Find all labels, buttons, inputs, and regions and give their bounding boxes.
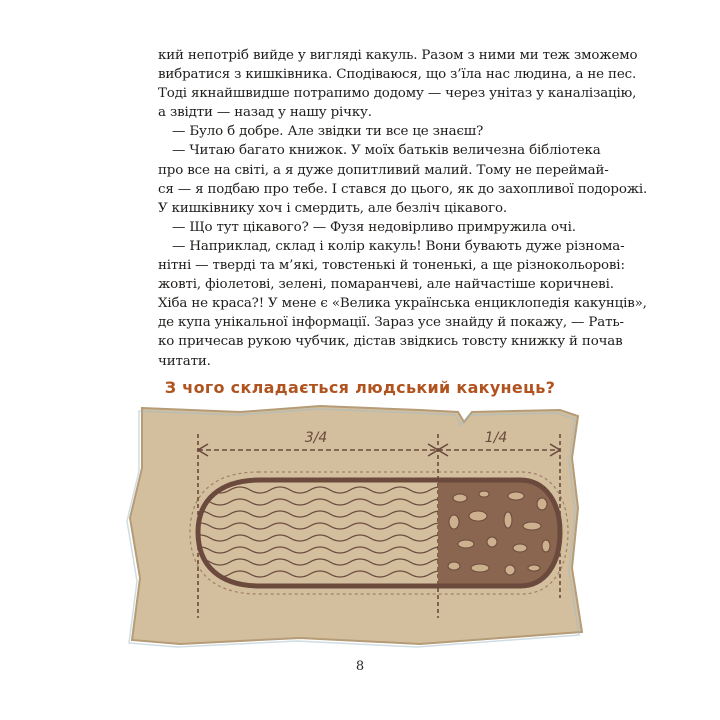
text-line: нітні — тверді та м’які, товстенькі й тоненькі, а ще різнокольорові: (158, 258, 625, 274)
text-line: Хіба не краса?! У мене є «Велика українська енциклопедія какунців», (158, 296, 647, 312)
text-line: — Наприклад, склад і колір какуль! Вони бувають дуже різнома- (172, 238, 625, 254)
text-line: де купа унікальної інформації. Зараз усе знайду й покажу, — Рать- (158, 315, 624, 331)
text-line: жовті, фіолетові, зелені, помаранчеві, але найчастіше коричневі. (158, 277, 614, 293)
one-quarter-label: 1/4 (484, 430, 508, 446)
text-line: Тоді якнайшвидше потрапимо додому — через унітаз у каналізацію, (158, 86, 637, 102)
page-number: 8 (355, 659, 365, 674)
section-heading: З чого складається людський какунець? (164, 378, 556, 397)
text-line: — Що тут цікавого? — Фузя недовірливо примружила очі. (172, 219, 576, 235)
text-line: кий непотріб вийде у вигляді какуль. Разом з ними ми теж зможемо (158, 48, 638, 63)
text-line: читати. (158, 353, 211, 369)
text-line: У кишківнику хоч і смердить, але безліч цікавого. (158, 200, 507, 216)
text-line: вибратися з кишківника. Сподіваюся, що з’їла нас людина, а не пес. (158, 67, 637, 83)
text-line: про все на світі, а я дуже допитливий малий. Тому не переймай- (158, 162, 609, 178)
body-text (158, 46, 648, 371)
parchment-illustration (120, 398, 590, 650)
text-line: а звідти — назад у нашу річку. (158, 105, 372, 121)
text-line: ко причесав рукою чубчик, дістав звідкись товсту книжку й почав (158, 334, 623, 350)
text-line: — Читаю багато книжок. У моїх батьків величезна бібліотека (172, 143, 601, 159)
text-line: ся — я подбаю про тебе. І стався до цього, як до захопливої подорожі. (158, 181, 648, 197)
text-line: — Було б добре. Але звідки ти все це знаєш? (172, 124, 484, 140)
three-quarters-label: 3/4 (304, 430, 328, 446)
